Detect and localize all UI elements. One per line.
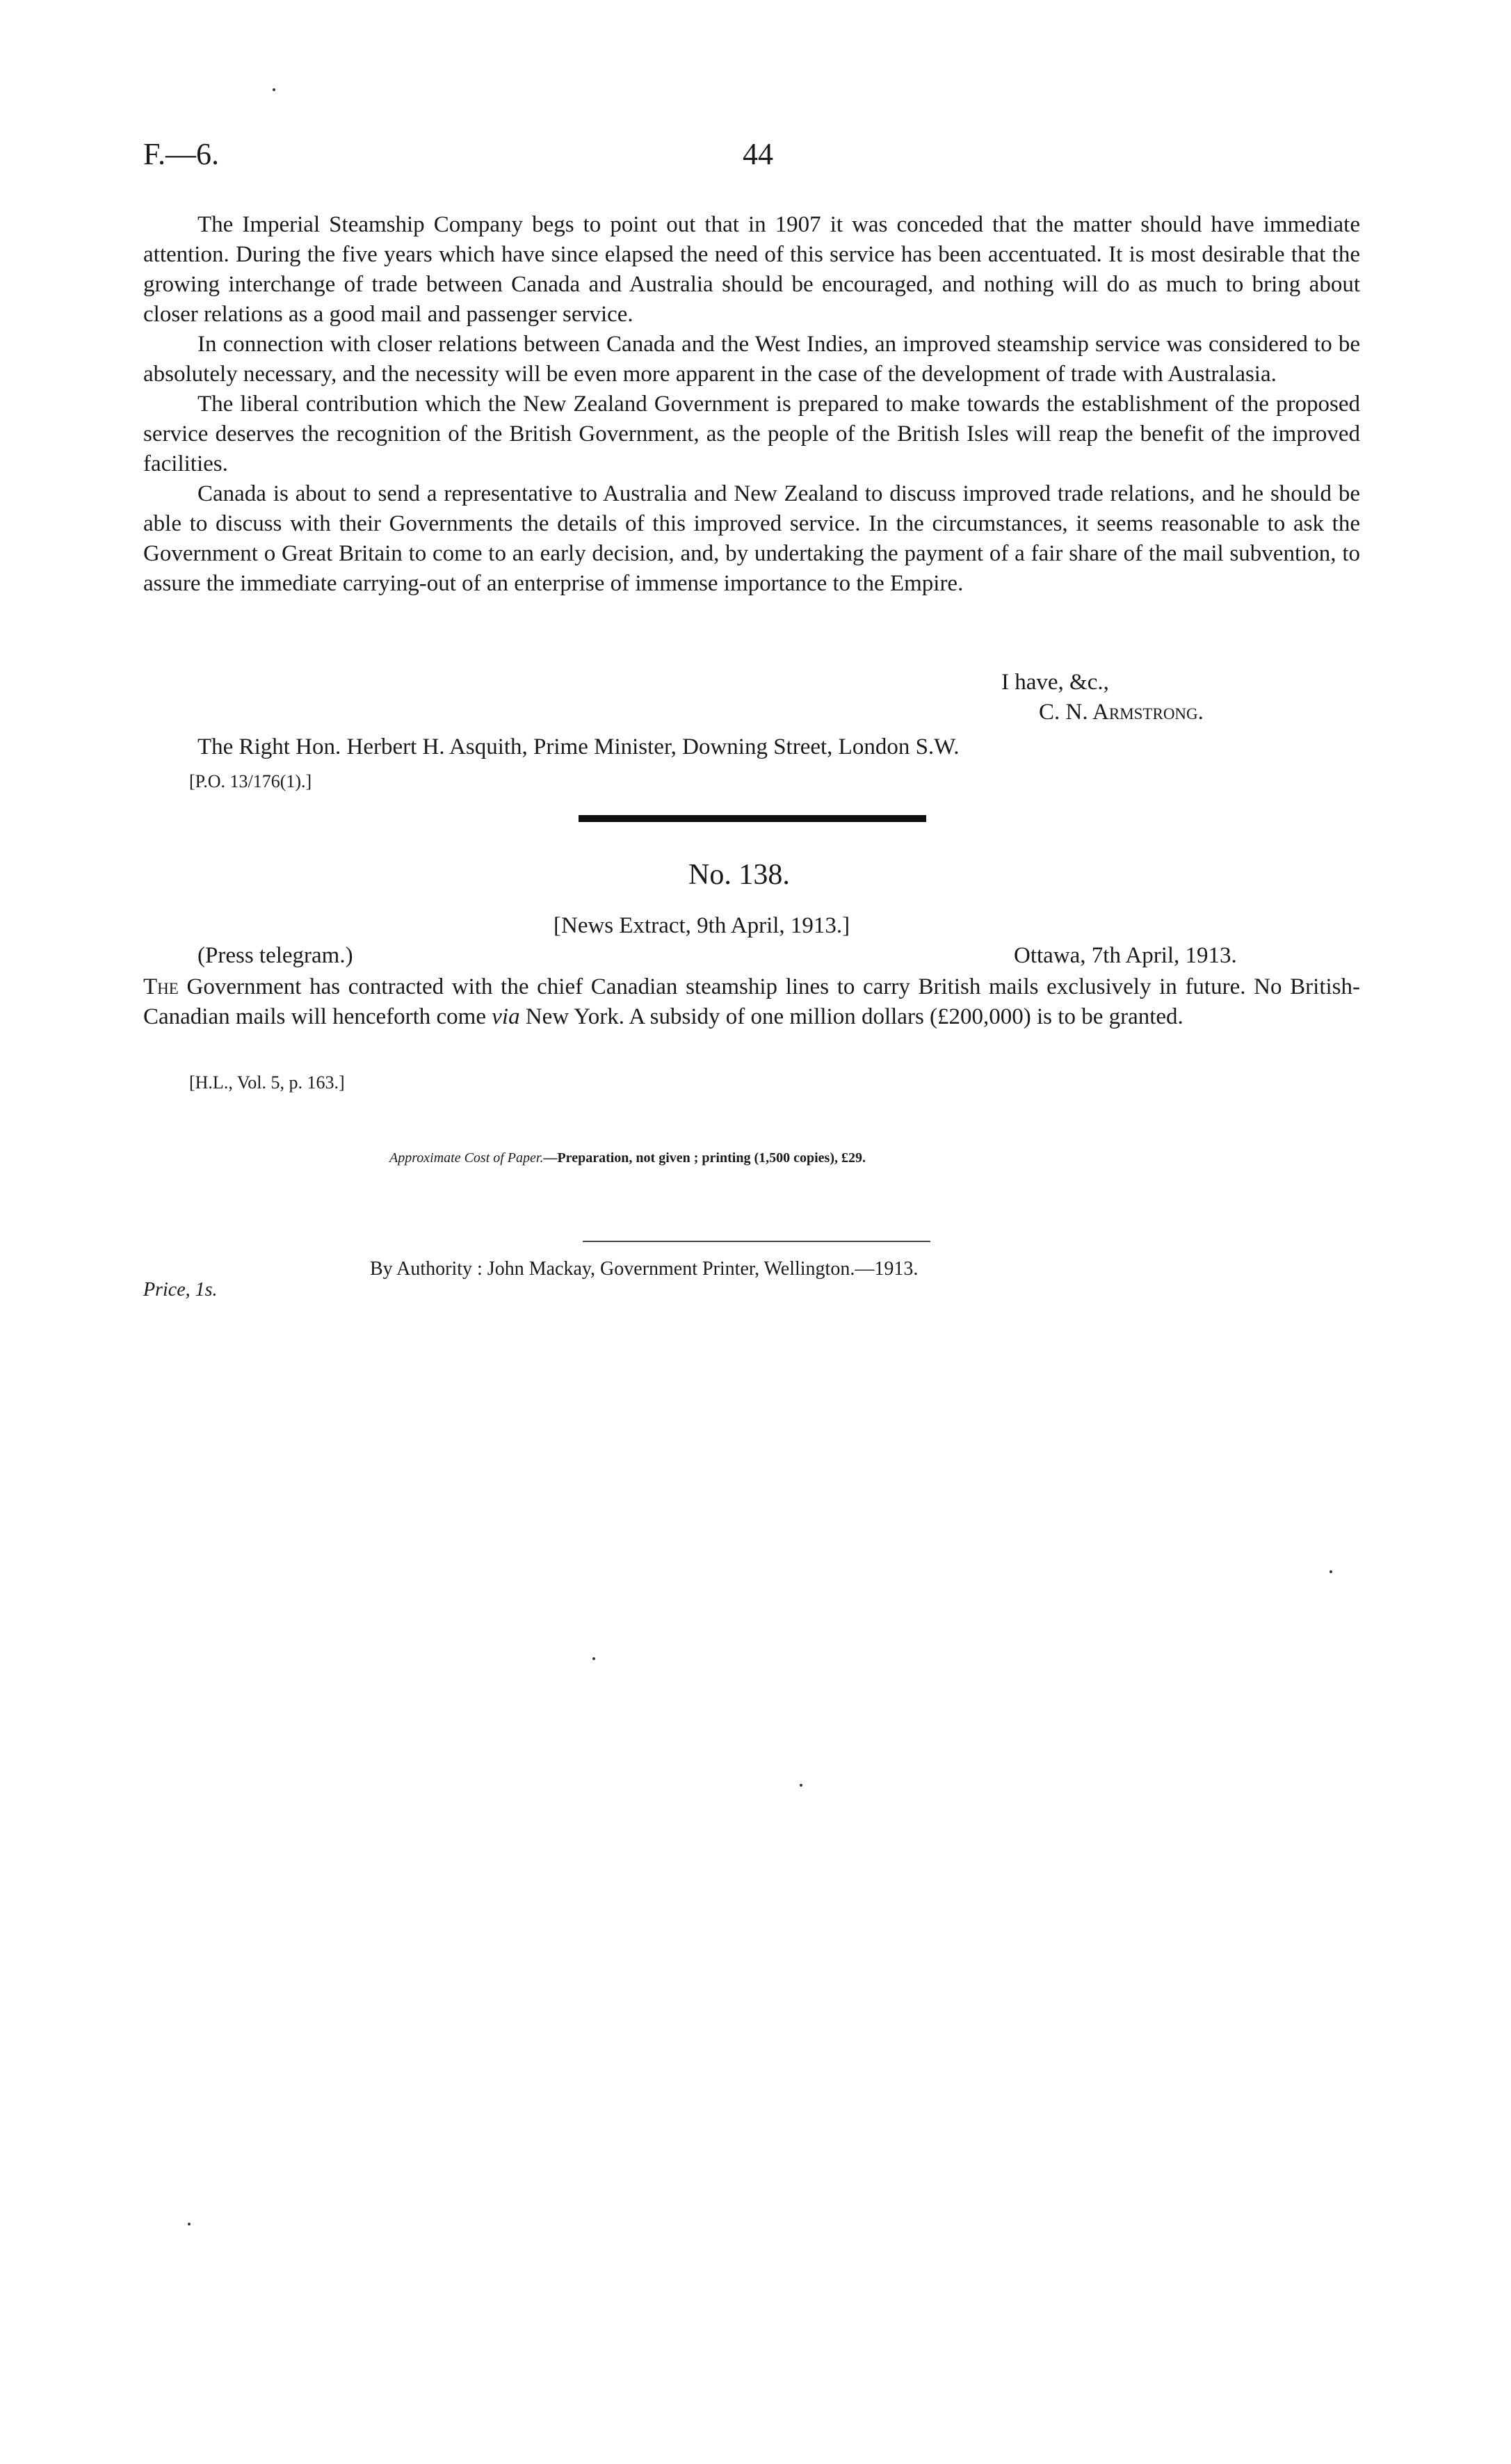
item-reference: [H.L., Vol. 5, p. 163.] bbox=[189, 1072, 345, 1093]
page-number: 44 bbox=[743, 137, 773, 171]
letter-paragraph: In connection with closer relations between Canada and the West Indies, an improved steamship service was considered to be absolutely necessary, and the necessity will be even more apparent in the case of the development of trade with Australasia. bbox=[143, 332, 1360, 387]
scan-speck bbox=[1330, 1570, 1332, 1573]
letter-paragraph: The Imperial Steamship Company begs to point out that in 1907 it was conceded that the matter should have immediate attention. During the five years which have since elapsed the need of this service has been accentuated. It is most desirable that the growing interchange of trade between Canada and Australia should be encouraged, and nothing will do as much to bring about closer relations as a good mail and passenger service. bbox=[143, 212, 1360, 327]
item-note-left: (Press telegram.) bbox=[197, 943, 353, 968]
item-body-text-end: New York. A subsidy of one million dollars (£200,000) is to be granted. bbox=[519, 1004, 1183, 1029]
letter-addressee: The Right Hon. Herbert H. Asquith, Prime Minister, Downing Street, London S.W. bbox=[197, 734, 960, 759]
scan-speck bbox=[273, 88, 275, 91]
letter-closing: I have, &c., bbox=[1001, 670, 1109, 695]
item-body bbox=[143, 972, 1360, 1032]
item-body-via: via bbox=[492, 1004, 520, 1029]
letter-paragraph: The liberal contribution which the New Zealand Government is prepared to make towards the establishment of the proposed service deserves the recognition of the British Government, as the people of the British Isles will reap the benefit of the improved facilities. bbox=[143, 392, 1360, 476]
cost-line bbox=[389, 1143, 866, 1173]
scan-speck bbox=[800, 1784, 802, 1787]
item-number: No. 138. bbox=[688, 859, 790, 891]
document-series: F.—6. bbox=[143, 137, 219, 171]
letter-paragraph: Canada is about to send a representative to Australia and New Zealand to discuss improved trade relations, and he should be able to discuss with their Governments the details of this improved service. In the circumstances, it seems reasonable to ask the Government o Great Britain to come to an early decision, and, by undertaking the payment of a fair share of the mail subvention, to assure the immediate carrying-out of an enterprise of immense importance to the Empire. bbox=[143, 481, 1360, 596]
scan-speck bbox=[592, 1657, 595, 1660]
item-note-right: Ottawa, 7th April, 1913. bbox=[1014, 943, 1237, 968]
letter-reference: [P.O. 13/176(1).] bbox=[189, 771, 312, 791]
cost-label: Approximate Cost of Paper. bbox=[389, 1150, 544, 1166]
footer-divider bbox=[583, 1241, 930, 1242]
item-source: [News Extract, 9th April, 1913.] bbox=[554, 913, 850, 938]
letter-body bbox=[143, 210, 1360, 599]
price: Price, 1s. bbox=[143, 1279, 218, 1301]
item-body-lead: The bbox=[143, 974, 179, 999]
cost-text: —Preparation, not given ; printing (1,500 copies), £29. bbox=[543, 1150, 866, 1166]
printer-authority: By Authority : John Mackay, Government Printer, Wellington.—1913. bbox=[370, 1258, 919, 1280]
section-divider bbox=[579, 815, 926, 822]
item-body-text: Government has contracted with the chief Canadian steamship lines to carry British mails exclusively in future. No British-Canadian mails will henceforth come bbox=[143, 974, 1360, 1029]
scan-speck bbox=[188, 2223, 191, 2225]
letter-signature: C. N. Armstrong. bbox=[1039, 700, 1204, 725]
